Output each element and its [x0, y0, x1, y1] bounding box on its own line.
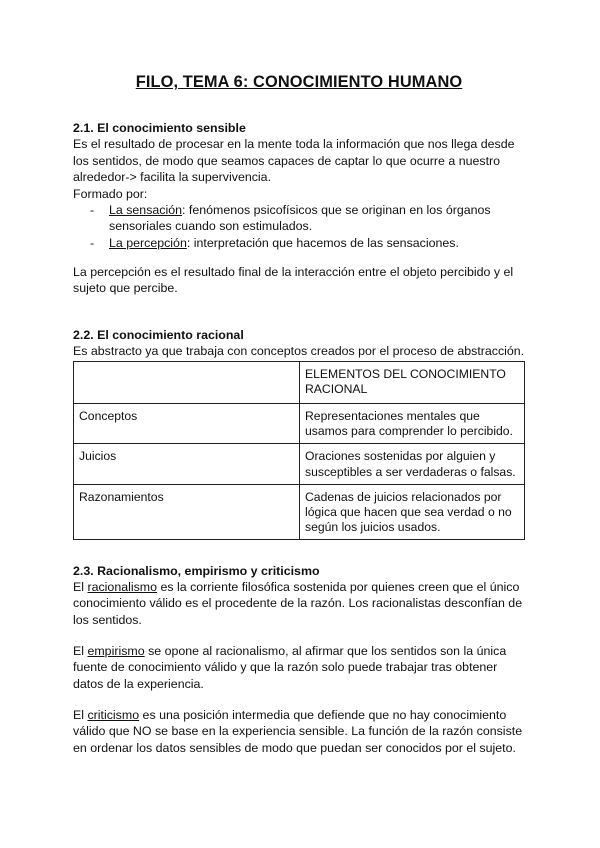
section-heading: 2.2. El conocimiento racional: [73, 328, 244, 342]
table-cell-name: Razonamientos: [74, 484, 300, 540]
paragraph-text: es la corriente filosófica sostenida por quienes creen que el único conocimiento válido es el procedente de la razón. Los racionalistas desconfían de los sentidos.: [73, 580, 523, 627]
formed-by-label: Formado por:: [73, 186, 148, 201]
term-criticismo: criticismo: [87, 708, 140, 722]
term-definition: : fenómenos psicofísicos que se originan en los órganos sensoriales cuando son estimulados.: [109, 203, 491, 234]
table-row: [74, 444, 525, 484]
section-heading: 2.3. Racionalismo, empirismo y criticismo: [73, 564, 320, 578]
page-title: FILO, TEMA 6: CONOCIMIENTO HUMANO: [135, 73, 463, 91]
section-racional: [73, 327, 525, 360]
table-header-elements: ELEMENTOS DEL CONOCIMIENTO RACIONAL: [300, 362, 525, 404]
section-sensible: [73, 120, 525, 251]
table-row: [74, 484, 525, 540]
paragraph-lead: El: [73, 644, 88, 658]
paragraph-racionalismo: [73, 579, 525, 628]
term-definition: : interpretación que hacemos de las sensaciones.: [186, 235, 459, 250]
paragraph-text: es una posición intermedia que defiende que no hay conocimiento válido que NO se base en la experiencia sensible. La función de la razón consiste en ordenar los datos sensibles de modo que puedan ser conocidos por el sujeto.: [73, 708, 523, 755]
term-racionalismo: racionalismo: [87, 580, 158, 594]
perception-paragraph: La percepción es el resultado final de la interacción entre el objeto percibido y el sujeto que percibe.: [73, 265, 514, 296]
dash-bullet: -: [90, 235, 95, 250]
paragraph-lead: El: [73, 708, 88, 722]
paragraph-criticismo: [73, 707, 525, 756]
table-header-row: [74, 362, 525, 404]
table-cell-name: Conceptos: [74, 404, 300, 444]
section-intro: Es el resultado de procesar en la mente toda la información que nos llega desde los sentidos, de modo que seamos capaces de captar lo que ocurre a nuestro alrededor-> facilita la supervivencia.: [73, 137, 515, 185]
elements-table: [73, 361, 525, 540]
list-item: [73, 235, 525, 251]
table-header-empty: [74, 362, 300, 404]
table-cell-description: Cadenas de juicios relacionados por lógica que hacen que sea verdad o no según los juicios usados.: [300, 484, 525, 540]
paragraph-empirismo: [73, 643, 525, 692]
term-percepcion: La percepción: [109, 235, 187, 250]
list-item: [73, 202, 525, 235]
table-row: [74, 404, 525, 444]
paragraph-text: se opone al racionalismo, al afirmar que los sentidos son la única fuente de conocimiento válido y que la razón solo puede trabajar tras obtener datos de la experiencia.: [73, 644, 507, 691]
table-cell-name: Juicios: [74, 444, 300, 484]
dash-bullet: -: [90, 203, 95, 218]
table-cell-description: Oraciones sostenidas por alguien y susceptibles a ser verdaderas o falsas.: [300, 444, 525, 484]
table-cell-description: Representaciones mentales que usamos para comprender lo percibido.: [300, 404, 525, 444]
paragraph-lead: El: [73, 580, 88, 594]
term-empirismo: empirismo: [87, 644, 145, 658]
term-sensacion: La sensación: [109, 203, 183, 218]
sensible-list: [73, 202, 525, 251]
section-intro: Es abstracto ya que trabaja con conceptos creados por el proceso de abstracción.: [73, 344, 525, 359]
section-heading: 2.1. El conocimiento sensible: [73, 121, 246, 135]
